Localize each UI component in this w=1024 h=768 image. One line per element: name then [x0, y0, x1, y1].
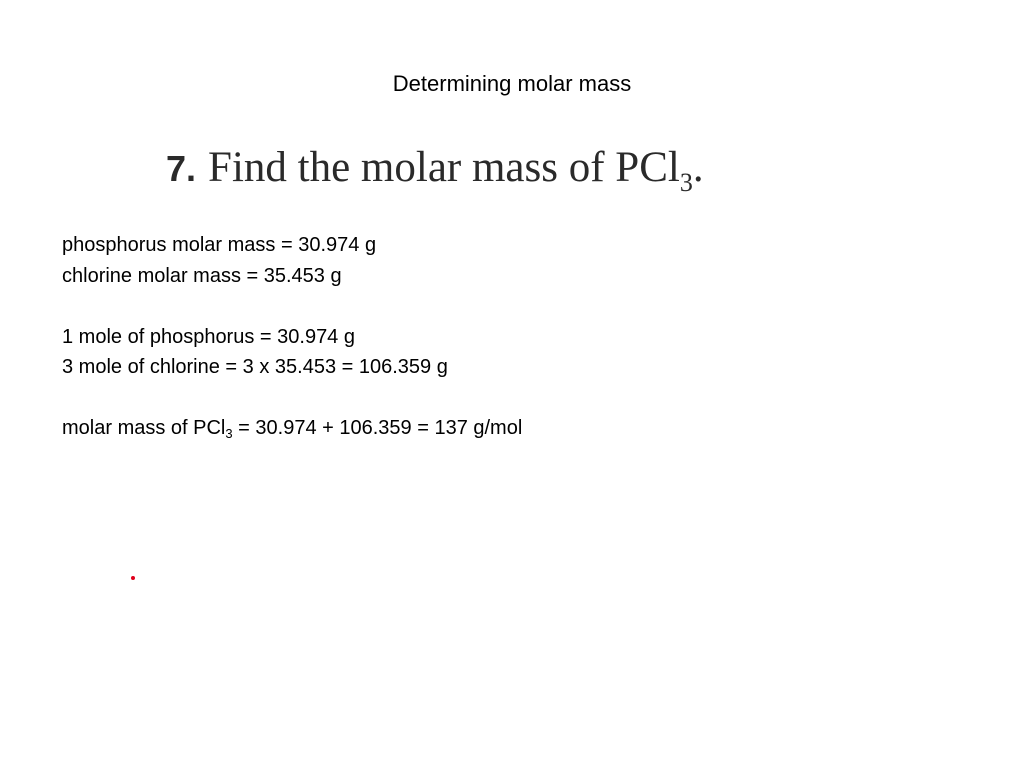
problem-subscript: 3: [679, 168, 693, 197]
slide-title: Determining molar mass: [392, 71, 632, 96]
phosphorus-molar-mass-line: phosphorus molar mass = 30.974 g: [62, 234, 377, 256]
spacer: [62, 291, 522, 322]
result-suffix: = 30.974 + 106.359 = 137 g/mol: [232, 417, 523, 439]
chlorine-molar-mass-line: chlorine molar mass = 35.453 g: [62, 264, 342, 287]
problem-number: 7.: [166, 148, 197, 189]
result-prefix: molar mass of PCl: [62, 417, 226, 439]
result-subscript: 3: [225, 426, 233, 441]
problem-period: .: [692, 144, 704, 191]
mole-chlorine-line: 3 mole of chlorine = 3 x 35.453 = 106.359 g: [62, 356, 448, 378]
solution-text: [62, 230, 522, 444]
problem-text: Find the molar mass of PCl: [208, 144, 680, 191]
problem-statement: [166, 140, 866, 197]
red-dot-mark: [131, 576, 135, 580]
spacer: [62, 383, 522, 414]
mole-phosphorus-line: 1 mole of phosphorus = 30.974 g: [62, 325, 355, 348]
result-line: [62, 413, 522, 444]
